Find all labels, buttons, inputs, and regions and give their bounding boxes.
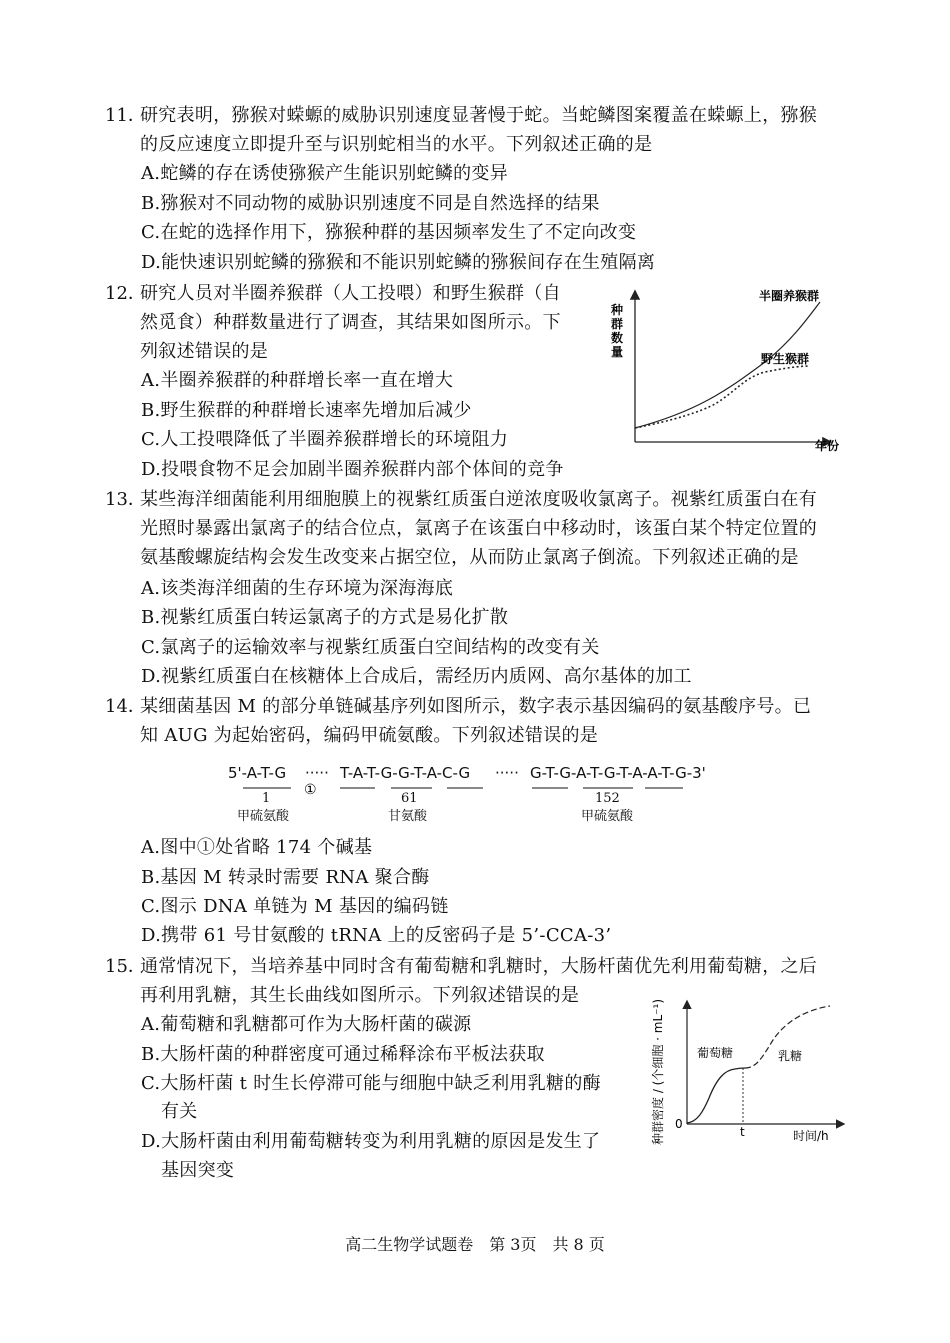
amino-acid-152: 甲硫氨酸	[581, 809, 634, 824]
curve-wild	[635, 366, 810, 428]
question-number: 14．	[105, 696, 146, 717]
option-c: C.氯离子的运输效率与视紫红质蛋白空间结构的改变有关	[141, 637, 600, 658]
option-d: D.能快速识别蛇鳞的猕猴和不能识别蛇鳞的猕猴间存在生殖隔离	[141, 252, 656, 273]
question-stem: 的反应速度立即提升至与识别蛇相当的水平。下列叙述正确的是	[140, 134, 653, 155]
question-number: 12．	[105, 283, 146, 304]
question-number: 13．	[105, 489, 146, 510]
option-b: B.视紫红质蛋白转运氯离子的方式是易化扩散	[141, 607, 509, 628]
option-a: A.图中①处省略 174 个碱基	[141, 837, 373, 858]
option-d: D.投喂食物不足会加剧半圈养猴群内部个体间的竞争	[141, 459, 564, 480]
y-axis-label: 种群密度 / (个细胞 · mL⁻¹)	[651, 999, 665, 1145]
option-c: C.在蛇的选择作用下，猕猴种群的基因频率发生了不定向改变	[141, 222, 637, 243]
option-d: D.携带 61 号甘氨酸的 tRNA 上的反密码子是 5’-CCA-3’	[141, 925, 612, 946]
option-c-continued: 有关	[161, 1101, 198, 1122]
question-number: 15．	[105, 956, 146, 977]
question-stem: 列叙述错误的是	[140, 341, 269, 362]
question-stem: 研究人员对半圈养猴群（人工投喂）和野生猴群（自	[140, 283, 561, 304]
legend-wild: 野生猴群	[761, 352, 810, 366]
y-axis-label: 种 群 数 量	[611, 303, 624, 359]
dna-sequence-figure	[225, 760, 755, 830]
option-c: C.大肠杆菌 t 时生长停滞可能与细胞中缺乏利用乳糖的酶	[141, 1073, 601, 1094]
circled-number-1: ①	[304, 782, 317, 798]
sequence-segment-3: G-T-G-A-T-G-T-A-A-T-G-3'	[530, 764, 706, 782]
option-b: B.基因 M 转录时需要 RNA 聚合酶	[141, 867, 430, 888]
x-axis-label: 时间/h	[793, 1129, 829, 1143]
option-d-continued: 基因突变	[161, 1160, 235, 1181]
question-stem: 某细菌基因 M 的部分单链碱基序列如图所示，数字表示基因编码的氨基酸序号。已	[140, 696, 812, 717]
option-c: C.图示 DNA 单链为 M 基因的编码链	[141, 896, 449, 917]
amino-acid-number-1: 1	[262, 791, 271, 806]
option-d: D.视紫红质蛋白在核糖体上合成后，需经历内质网、高尔基体的加工	[141, 666, 692, 687]
option-d: D.大肠杆菌由利用葡萄糖转变为利用乳糖的原因是发生了	[141, 1131, 601, 1152]
sequence-segment-2: T-A-T-G-G-T-A-C-G	[340, 764, 471, 782]
amino-acid-1: 甲硫氨酸	[237, 809, 290, 824]
ellipsis: ·····	[305, 764, 329, 782]
page-footer: 高二生物学试题卷 第 3页 共 8 页	[345, 1235, 605, 1254]
option-c: C.人工投喂降低了半圈养猴群增长的环境阻力	[141, 429, 509, 450]
legend-semi-captive: 半圈养猴群	[759, 289, 820, 303]
amino-acid-number-61: 61	[401, 791, 418, 806]
question-stem: 知 AUG 为起始密码，编码甲硫氨酸。下列叙述错误的是	[140, 725, 599, 746]
label-glucose: 葡萄糖	[697, 1046, 734, 1060]
sequence-segment-1: 5'-A-T-G	[228, 764, 287, 782]
curve-glucose	[687, 1068, 745, 1123]
question-stem: 某些海洋细菌能利用细胞膜上的视紫红质蛋白逆浓度吸收氯离子。视紫红质蛋白在有	[140, 489, 818, 510]
option-b: B.野生猴群的种群增长速率先增加后减少	[141, 400, 472, 421]
option-a: A.蛇鳞的存在诱使猕猴产生能识别蛇鳞的变异	[141, 163, 509, 184]
option-a: A.该类海洋细菌的生存环境为深海海底	[141, 578, 454, 599]
option-a: A.葡萄糖和乳糖都可作为大肠杆菌的碳源	[141, 1014, 472, 1035]
origin-label: 0	[675, 1117, 683, 1131]
question-stem: 氨基酸螺旋结构会发生改变来占据空位，从而防止氯离子倒流。下列叙述正确的是	[140, 547, 799, 568]
question-stem: 光照时暴露出氯离子的结合位点，氯离子在该蛋白中移动时，该蛋白某个特定位置的	[140, 518, 818, 539]
question-stem: 再利用乳糖，其生长曲线如图所示。下列叙述错误的是	[140, 985, 580, 1006]
ellipsis: ·····	[495, 764, 519, 782]
growth-curve-figure	[645, 990, 850, 1155]
question-stem: 通常情况下，当培养基中同时含有葡萄糖和乳糖时，大肠杆菌优先利用葡萄糖，之后	[140, 956, 818, 977]
option-a: A.半圈养猴群的种群增长率一直在增大	[141, 370, 454, 391]
option-b: B.大肠杆菌的种群密度可通过稀释涂布平板法获取	[141, 1044, 545, 1065]
question-stem: 研究表明，猕猴对蝾螈的威胁识别速度显著慢于蛇。当蛇鳞图案覆盖在蝾螈上，猕猴	[140, 105, 818, 126]
population-growth-figure	[605, 282, 850, 457]
label-lactose: 乳糖	[778, 1049, 803, 1063]
amino-acid-61: 甘氨酸	[388, 809, 428, 824]
t-label: t	[740, 1125, 745, 1139]
amino-acid-number-152: 152	[595, 791, 620, 806]
question-stem: 然觅食）种群数量进行了调查，其结果如图所示。下	[140, 312, 561, 333]
x-axis-label: 年份	[815, 439, 840, 453]
question-number: 11．	[105, 105, 146, 126]
option-b: B.猕猴对不同动物的威胁识别速度不同是自然选择的结果	[141, 193, 600, 214]
